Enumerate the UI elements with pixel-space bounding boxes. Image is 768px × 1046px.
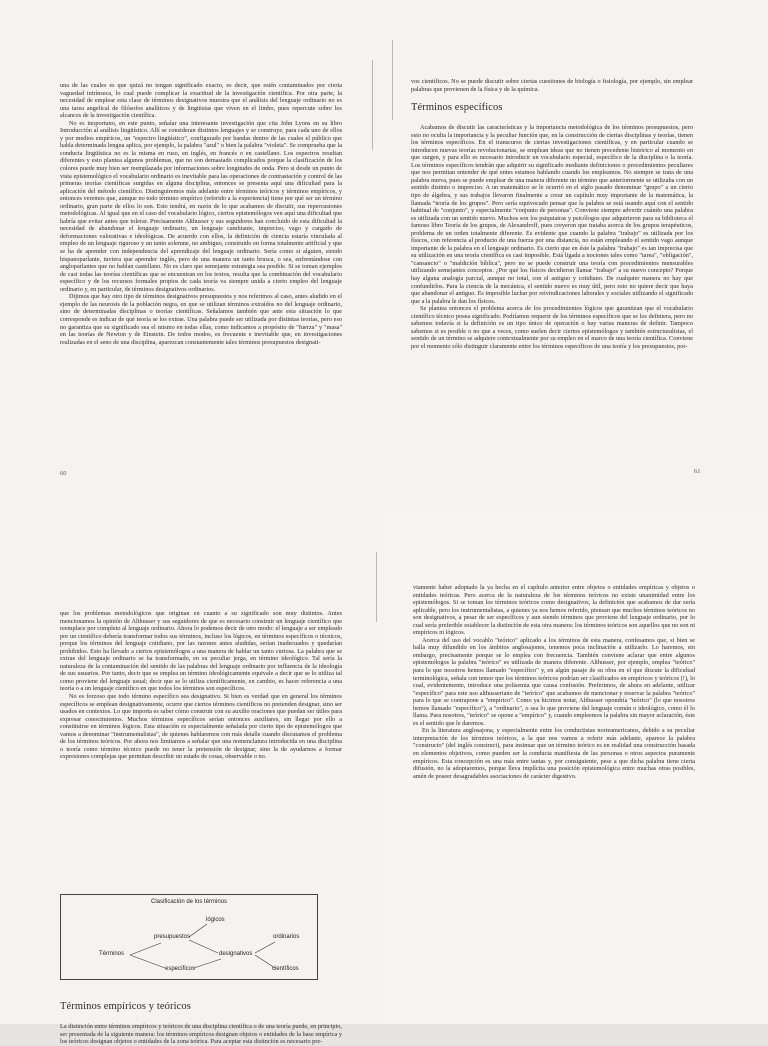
page-62 bbox=[0, 512, 384, 1046]
diagram-title: Clasificación de los términos bbox=[151, 899, 228, 905]
page-number: 60 bbox=[60, 470, 67, 477]
paragraph: vos científicos. No se puede discutir sobre ciertas cuestiones de biología o fisiología, por ejemplo, sin emplear palabras que provienen de la física y de la química. bbox=[411, 78, 693, 93]
node-ordinarios: ordinarios bbox=[273, 934, 300, 940]
paragraph: Acabamos de discutir las características y la importancia metodológica de los términos presupuestos, pero esto no oculta la importancia y la peculiar función que, en la construcción de ciertas disciplinas y teorías, tienen los términos específicos. En el transcurso de ciertas investigaciones científicas, y en particular cuando se introducen nuevas teorías revolucionarias, se emplean ideas que no tienen precedente histórico al momento en que surgen, y para ello es necesario introducir un vocabulario especial, específico de la disciplina o la teoría. Los términos específicos tendrán que adquirir su significado mediante definiciones o procedimientos peculiares que nos permitan entender de qué entes estamos hablando cuando los empleamos. No siempre se trata de una palabra nueva, pues se puede emplear de una manera diferente un término que anteriormente se utilizaba con un sentido distinto o impreciso. A un matemático se le ocurrió en el siglo pasado denominar "grupo" a un cierto tipo de álgebra, y sus trabajos llevaron finalmente a crear un capítulo muy importante de la matemática, la llamada "teoría de los grupos". Pero sería equivocado pensar que la palabra se está usando aquí con el sentido habitual de "conjunto", y especialmente "conjunto de personas". Conviene siempre advertir cuándo una palabra es utilizada con un sentido nuevo. Muchos son los psiquiatras y psicólogos que adquirieron para su biblioteca el famoso libro Teoría de los grupos, de Alexandroff, pues creyeron que trataba acerca de los grupos terapéuticos, problema de un orden totalmente diferente. Es evidente que cuando la palabra "trabajo" es utilizada por los físicos, con referencia al producto de una fuerza por una distancia, no están empleando el sentido vago aunque importante de la palabra en el lenguaje ordinario. Es cierto que en éste la palabra "trabajo" es tan imprecisa que su utilización en una teoría científica es casi imposible. Está ligada a nociones tales como "tarea", "obligación", "cansancio" o "maldición bíblica", pero no se puede construir una teoría con procedimientos mensurables utilizando semejantes conceptos. ¿Por qué los físicos decidieron llamar "trabajo" a su nuevo concepto? Porque hay alguna analogía parcial, aunque no total, con el antiguo y cotidiano. De cualquier manera no hay que confundirlos. Para la ciencia de la mecánica, el sentido nuevo es muy útil, pero esto no quiere decir que haya que abandonar el antiguo. Es imposible luchar por reivindicaciones laborales y sociales utilizando el significado que a la palabra le dan los físicos. bbox=[411, 124, 693, 305]
paragraph: una de las cuales es que quizá no tengan significado exacto, es decir, que estén contaminados por cierta vaguedad intrínseca, lo cual puede complicar la exactitud de la investigación científica. Por otra parte, la necesidad de emplear esta clase de términos designativos muestra que el análisis del lenguaje ordinario no es una tarea angelical de filósofos analíticos y de lingüistas que viven en el limbo, pues repercute sobre los alcances de la investigación científica. bbox=[60, 82, 342, 120]
page-62-text bbox=[60, 610, 342, 761]
page-62-closing-text bbox=[60, 1023, 342, 1046]
page-60 bbox=[0, 0, 384, 512]
paragraph: Se plantea entonces el problema acerca de los procedimientos lógicos que garantizan que el vocabulario científico técnico posea significado. Podríamos requerir de los términos específicos que se los definiera, pero no sabemos todavía si la definición es un tipo único de operación o hay varias maneras de definir. Tampoco sabemos si es posible o no que a veces, como suelen decir ciertos epistemólogos y también estructuralistas, el sentido de un término se adquiere contextualmente por su empleo en el marco de una teoría científica. Conviene por el momento sólo distinguir claramente entre los términos específicos de una teoría y los presupuestos, por- bbox=[411, 305, 693, 350]
connector-especificos-designativos bbox=[194, 959, 221, 968]
node-especificos: específicos bbox=[165, 966, 196, 972]
paragraph: En la literatura anglosajona, y especialmente entre los conductistas norteamericanos, debido a su peculiar interpretación de los términos teóricos, a la que nos vamos a referir más adelante, aparece la palabra "constructo" (del inglés construct), para insinuar que un término teórico es en realidad una construcción basada en elementos objetivos, como pueden ser la conducta manifiesta de las personas o otros aspectos puramente empíricos. Esta concepción es una más entre tantas y, por consiguiente, pese a que dicha palabra tiene cierta difusión, no la adoptaremos, porque lleva implícita una posición epistemológica entre muchas otras posibles, amén de poseer desagradables asociaciones de carácter digestivo. bbox=[413, 727, 695, 780]
paragraph: que los problemas metodológicos que originan en cuanto a su significado son muy distintos. Antes mencionamos la opinión de Althusser y sus seguidores de que es necesario construir un lenguaje científico que reemplace por completo al lenguaje ordinario. Ahora lo podemos decir de otro modo: el lenguaje a ser empleado por un científico debería transformar todos sus términos, incluso los lógicos, en términos específicos o técnicos, porque los términos del lenguaje cotidiano, por las razones antes aludidas, serían inadecuados y quedarían prohibidos. Esto ha llevado a ciertos epistemólogos a una manera de hablar un tanto curiosa. La palabra que se extrae del lenguaje ordinario se ha transformado, en su peculiar jerga, en término ideológico. Tal sería la naturaleza de la contaminación del sentido de las palabras del lenguaje ordinario por influencia de la ideología de sus usuarios. Por tanto, decir que se emplea un término ideológicamente equivale a decir que se lo utiliza tal como proviene del lenguaje usual; decir que se lo utiliza científicamente, en cambio, es hacer referencia a una teoría o a un lenguaje científico en que todos los términos son específicos. bbox=[60, 610, 342, 693]
page-number: 61 bbox=[694, 468, 701, 475]
connector-presupuestos-logicos bbox=[189, 924, 207, 937]
page-60-text bbox=[60, 82, 342, 346]
paragraph: No es inoportuno, en este punto, señalar una interesante investigación que cita John Lyons en su libro Introducción al análisis lingüístico. Allí se consideran distintos lenguajes y se construye, para cada uno de ellos y por medios empíricos, un "espectro lingüístico", configurado por bandas dentro de las cuales el público que habla determinada lengua aplica, por ejemplo, la palabra "azul" o bien la palabra "violeta". Se comprueba que la conducta lingüística no es la misma en ruso, en inglés, en francés o en castellano. Los espectros resultan diferentes y esto plantea algunos problemas, que no son demasiado complicados porque la clasificación de los colores puede muy bien ser reemplazada por informaciones sobre longitudes de onda. Pero si desde un punto de vista epistemológico el vocabulario ordinario es inevitable para las operaciones de contrastación y control de las primeras teorías científicas surgidas en alguna disciplina, entonces se presenta aquí una dificultad para la aplicación del método científico. Distinguiremos más adelante entre términos teóricos y términos empíricos, y entonces veremos que, aunque no todo término empírico (referido a la experiencia) tiene por qué ser un término ordinario, gran parte de ellos lo son. Esto tendrá, en razón de lo que acabamos de discutir, sus repercusiones metodológicas. Al igual que en el caso del vocabulario lógico, ciertos epistemólogos ven aquí una dificultad que habría que evitar antes que tolerar. Precisamente Althusser y sus seguidores han concluido de esta dificultad la necesidad de abandonar el lenguaje ordinario, un lenguaje cambiante, impreciso, vago y cargado de deformaciones valorativas e ideológicas. De acuerdo con ellos, la definición de ciencia estaría vinculada al empleo de un lenguaje riguroso y un tanto solemne, no ambiguo, construido en forma totalmente artificial y que se ha de aprender con independencia del aprendizaje del lenguaje ordinario. Sería como si alguien, siendo hispanoparlante, tuviera que aprender inglés, pero de una manera un tanto brusca, o sea, enfrentándose con angloparlantes que no hablan castellano. No es claro que semejante estrategia sea posible. Si se toman ejemplos de casi todas las teorías científicas que se encuentran en los textos, resulta que la combinación del vocabulario específico y de los recursos formales propios de cada teoría va siempre unida a cierto empleo del lenguaje ordinario y, en particular, de términos designativos ordinarios. bbox=[60, 119, 342, 293]
section-heading: Términos específicos bbox=[411, 102, 503, 114]
page-61-text bbox=[411, 78, 693, 351]
section-heading: Términos empíricos y teóricos bbox=[60, 1001, 191, 1012]
paragraph: viamente haber adoptado la ya hecha en el capítulo anterior entre objetos o entidades empíricas y objetos o entidades teóricas. Pero acerca de la naturaleza de los términos teóricos no existe unanimidad entre los epistemólogos. Si se toman los términos teóricos como designativos, la definición que acabamos de dar sería aplicable, pero los instrumentalistas, a quienes ya nos hemos referido, piensan que muchos términos teóricos no son designativos, a pesar de ser específicos y aun siendo términos que proviene del lenguaje ordinario, por lo cual sería preferible establecer la distinción de esta otra manera: los términos teóricos son aquellos que no son ni empíricos ni lógicos. bbox=[413, 584, 695, 637]
paragraph: La distinción entre términos empíricos y teóricos de una disciplina científica o de una teoría puede, en principio, ser presentada de la siguiente manera: los términos empíricos designan objetos o entidades de la base empírica y los teóricos designan objetos o entidades de la zona teórica. Para aceptar esta distinción es necesario pre- bbox=[60, 1023, 342, 1046]
node-logicos: lógicos bbox=[206, 917, 225, 923]
node-terminos: Términos bbox=[99, 951, 125, 957]
connector-designativos-ordinarios bbox=[255, 942, 275, 953]
page-63-text bbox=[413, 584, 695, 780]
connector-terminos-presupuestos bbox=[130, 943, 161, 955]
node-cientificos: científicos bbox=[272, 966, 299, 972]
paragraph: Acerca del uso del vocablo "teórico" aplicado a los términos de esta manera, confesamos que, si bien se halla muy difundido en los ámbitos anglosajones, tenemos poca inclinación a utilizarlo. Lo haremos, sin embargo, precisamente porque se lo emplea con frecuencia. También conviene aclarar que entre algunos epistemólogos la palabra "teórico" es utilizada de manera diferente. Althusser, por ejemplo, emplea "teórico" para lo que nosotros hemos llamado "específico" y, en algún pasaje de su obra en el que discute la dificultad terminológica, señala con temor que los términos teóricos podrían ser clasificados en empíricos y teóricos (!), lo cual, evidentemente, introduce una polisemia que causa confusión. Preferimos, de ahora en adelante, utilizar "específico" para este uso althusseriano de "teórico" que acabamos de mencionar y reservar la palabra "teórico" para lo que se contrapone a "empírico". Como ya hicimos notar, Althusser opondría "teórico" (lo que nosotros hemos llamado "específico"), a "ordinario", o sea lo que proviene del lenguaje común o ideológico, como él lo llama. Para nosotros, "teórico" se opone a "empírico" y, cuando empleemos la palabra sin mayor aclaración, éste es el sentido que le daremos. bbox=[413, 636, 695, 727]
page-63 bbox=[384, 512, 768, 1024]
paragraph: Dijimos que hay otro tipo de términos designativos presupuestos y nos referimos al caso, antes aludido en el ejemplo de las neurosis de la población negra, en que se utilizan términos extraídos no del lenguaje ordinario, sino de determinadas disciplinas o teorías científicas. Señalamos también que ante esta situación lo que corresponde es indicar de qué teoría se los extrae. Una palabra puede ser utilizada por distintas teorías, pero eso no garantiza que su significado sea el mismo en todas ellas, como indicamos a propósito de "fuerza" y "masa" en las teorías de Newton y de Einstein. De todos modos, es frecuente e inevitable que, en investigaciones realizadas en el seno de una disciplina, aparezcan constantemente tales términos presupuestos designati- bbox=[60, 293, 342, 346]
page-gutter-mark bbox=[372, 60, 373, 150]
page-61 bbox=[384, 0, 768, 512]
node-designativos: designativos bbox=[219, 951, 253, 957]
section-empiricos-teoricos bbox=[60, 992, 342, 1046]
page-gutter-mark bbox=[376, 552, 377, 622]
connector-terminos-especificos bbox=[130, 955, 165, 968]
node-presupuestos: presupuestos bbox=[154, 934, 191, 940]
page-gutter-mark bbox=[392, 40, 393, 120]
paragraph: No es forzoso que todo término específico sea designativo. Si bien es verdad que en general los términos específicos se emplean designativamente, ocurre que ciertos términos científicos no pretenden designar, sino ser usados en contextos. Lo que importa es saber cómo construir con su auxilio oraciones que puedan ser útiles para expresar conocimientos. Muchos términos específicos serían entonces auxiliares, sin llegar por ello a constituirse en términos lógicos. Esta situación es especialmente señalada por cierto tipo de epistemólogos que vamos a denominar "instrumentalistas", de quienes hablaremos con más detalle cuando discutamos el problema de los términos teóricos. Por ahora nos limitamos a señalar que una nomenclatura introducida en una disciplina o teoría como término técnico puede no tener la pretensión de designar, sino la de ayudarnos a formar expresiones complejas que permitan describir un estado de cosas, observable o no. bbox=[60, 693, 342, 761]
terms-classification-diagram bbox=[60, 894, 318, 980]
connector-presupuestos-designativos bbox=[189, 940, 218, 953]
